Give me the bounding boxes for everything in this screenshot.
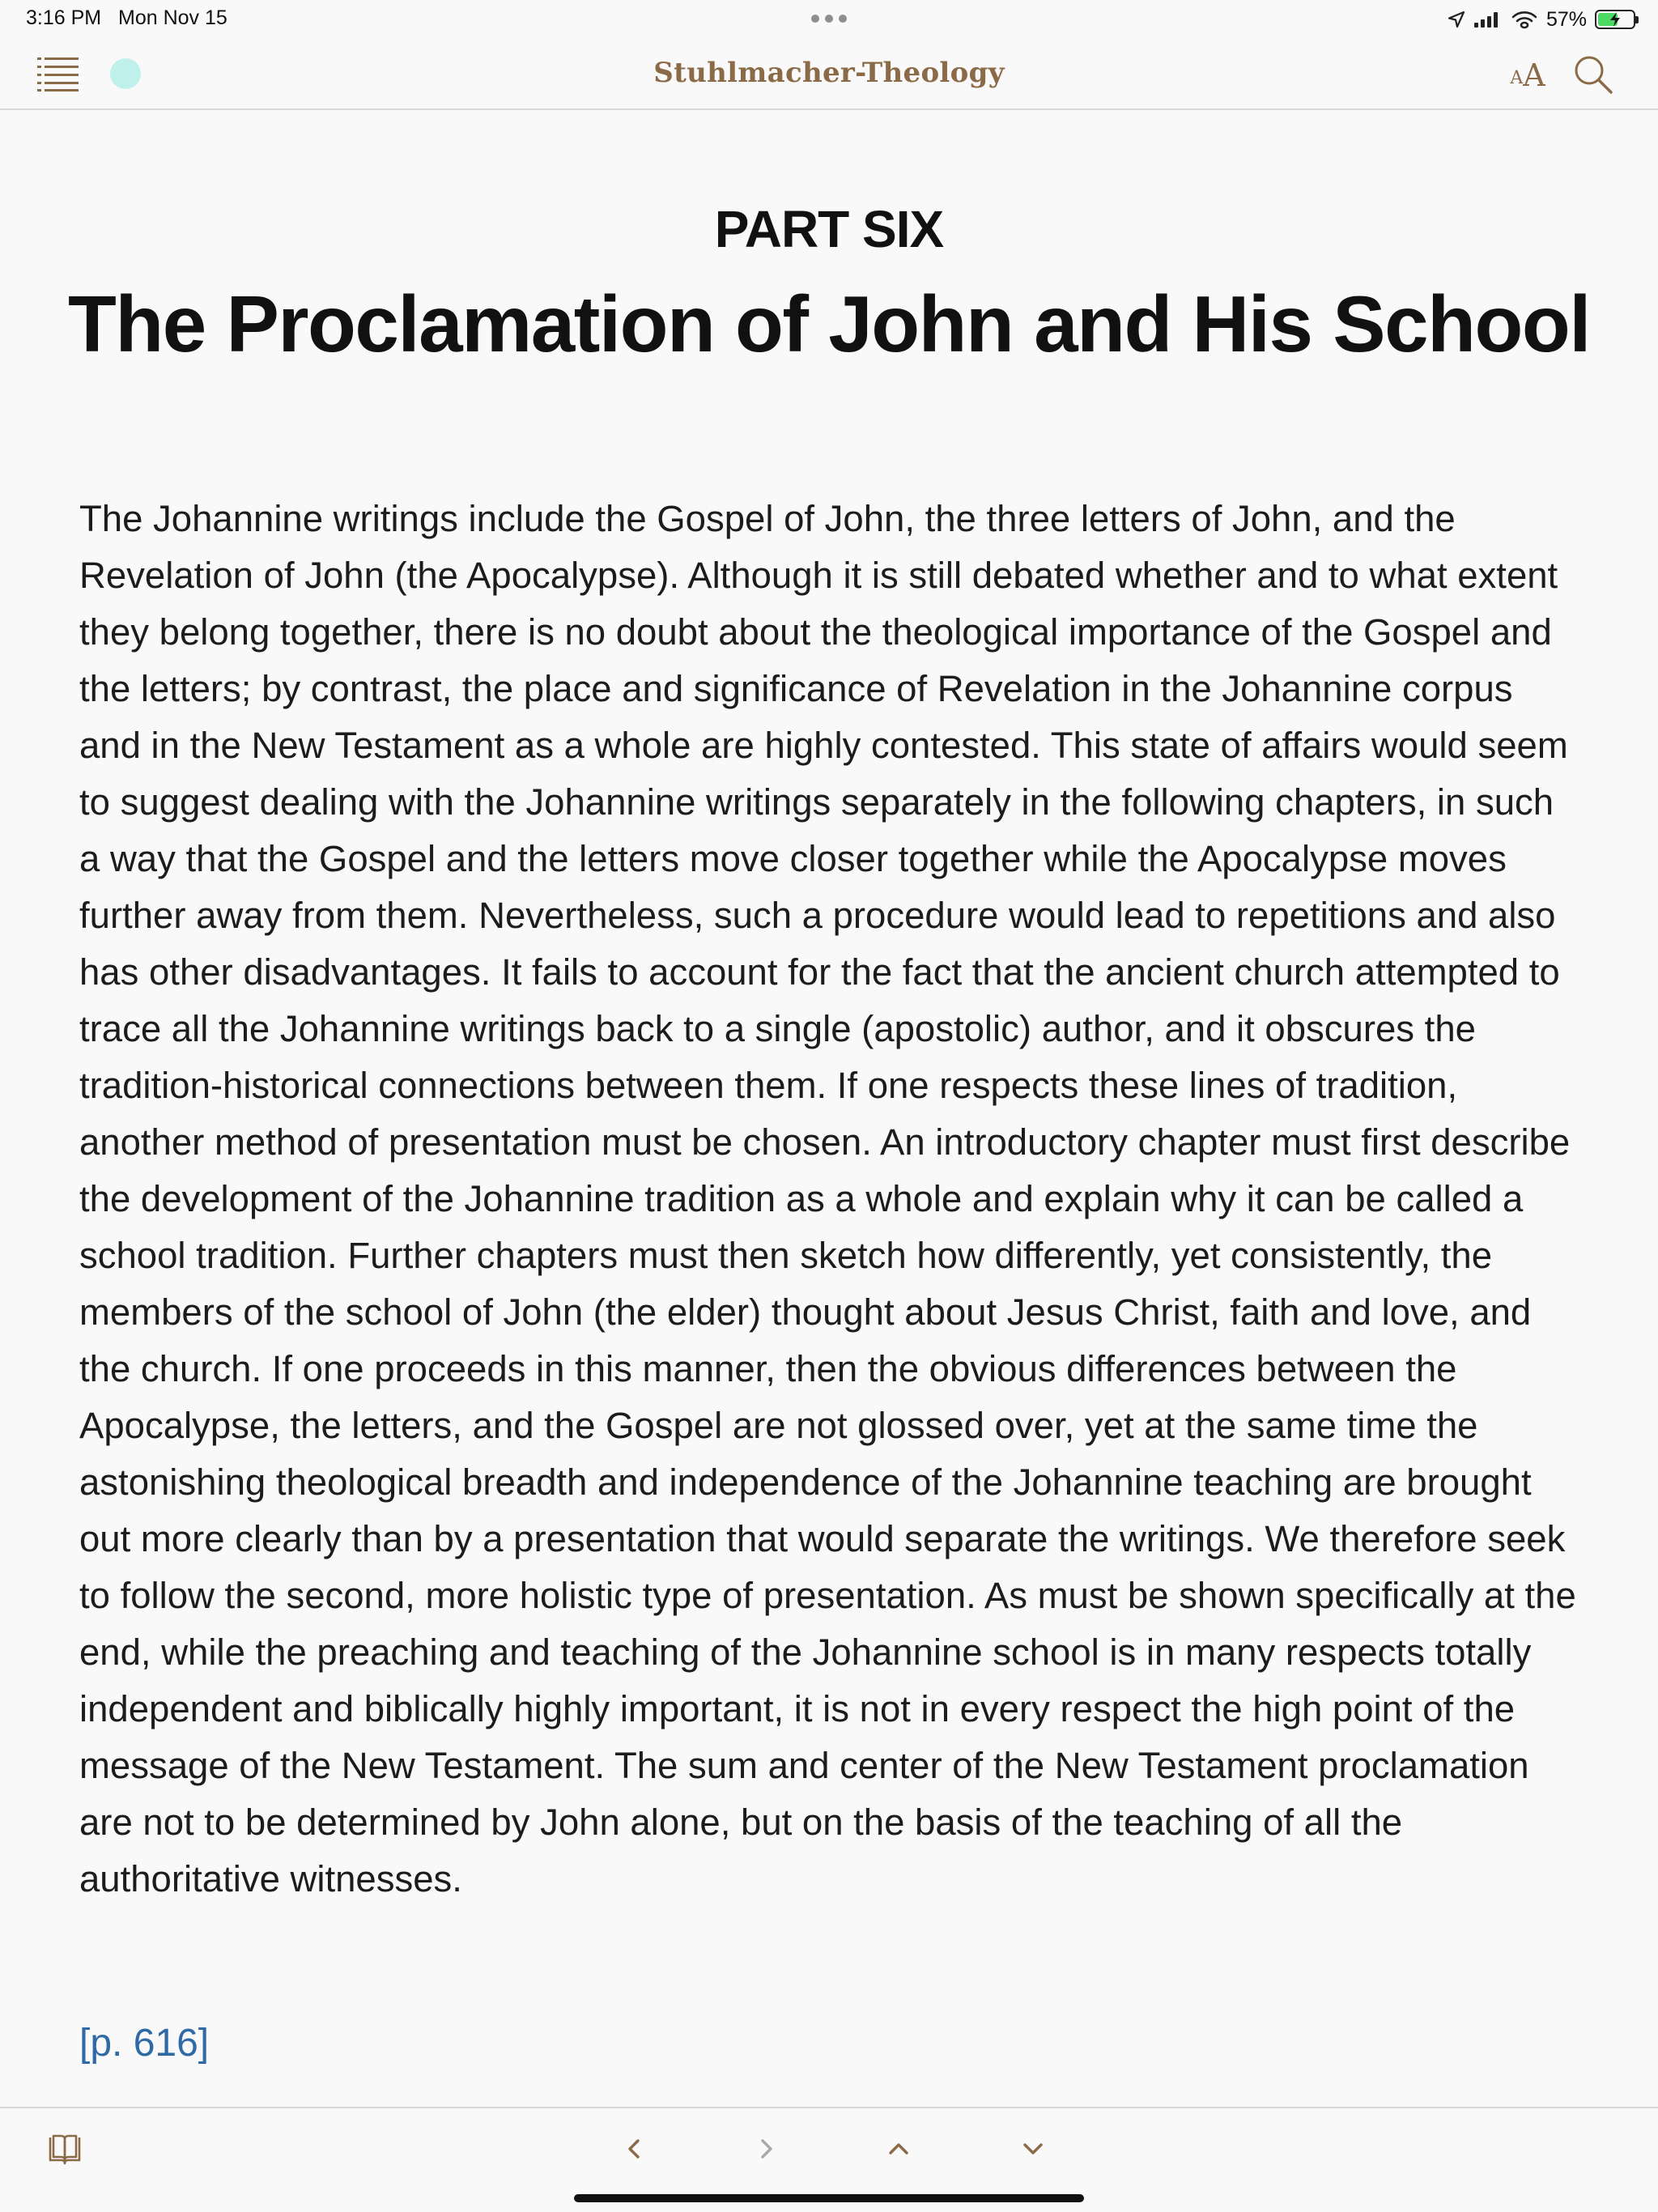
chevron-down-icon bbox=[1014, 2129, 1052, 2168]
status-date: Mon Nov 15 bbox=[118, 6, 227, 29]
chevron-right-icon bbox=[746, 2129, 785, 2168]
scroll-down-button[interactable] bbox=[1014, 2129, 1052, 2168]
status-time: 3:16 PM bbox=[26, 6, 102, 29]
wifi-icon bbox=[1511, 10, 1538, 29]
battery-charging-icon bbox=[1595, 10, 1635, 29]
scroll-up-button[interactable] bbox=[879, 2129, 918, 2168]
bottom-toolbar bbox=[0, 2107, 1658, 2212]
cellular-signal-icon bbox=[1473, 11, 1503, 28]
home-indicator[interactable] bbox=[574, 2194, 1084, 2202]
status-indicators bbox=[1448, 6, 1635, 32]
part-label: PART SIX bbox=[714, 200, 944, 258]
search-icon bbox=[1572, 53, 1614, 96]
next-page-button[interactable] bbox=[746, 2129, 785, 2168]
previous-page-button[interactable] bbox=[615, 2129, 654, 2168]
status-bar bbox=[0, 0, 1658, 39]
chevron-left-icon bbox=[615, 2129, 654, 2168]
search-button[interactable] bbox=[1572, 53, 1614, 96]
chapter-title: The Proclamation of John and His School bbox=[68, 279, 1590, 368]
body-paragraph: The Johannine writings include the Gospel of John, the three letters of John, and the Revelation of John (the Apocalypse). Although it is still debated whether and to what extent they belong together, there is no doubt about the theological importance of the Gospel and the letters; by contrast, the place and significance of Revelation in the Johannine corpus and in the New Testament as a whole are highly contested. This state of affairs would seem to suggest dealing with the Johannine writings separately in the following chapters, in such a way that the Gospel and the letters move closer together while the Apocalypse moves further away from them. Nevertheless, such a procedure would lead to repetitions and also has other disadvantages. It fails to account for the fact that the ancient church attempted to trace all the Johannine writings back to a single (apostolic) author, and it obscures the tradition-historical connections between them. If one respects these lines of tradition, another method of presentation must be chosen. An introductory chapter must first describe the development of the Johannine tradition as a whole and explain why it can be called a school tradition. Further chapters must then sketch how differently, yet consistently, the members of the school of John (the elder) thought about Jesus Christ, faith and love, and the church. If one proceeds in this manner, then the obvious differences between the Apocalypse, the letters, and the Gospel are not glossed over, yet at the same time the astonishing theological breadth and independence of the Johannine teaching are brought out more clearly than by a presentation that would separate the writings. We therefore seek to follow the second, more holistic type of presentation. As must be shown specifically at the end, while the preaching and teaching of the Johannine school is in many respects totally independent and biblically highly important, it is not in every respect the high point of the message of the New Testament. The sum and center of the New Testament proclamation are not to be determined by John alone, but on the basis of the teaching of all the authoritative witnesses. bbox=[79, 498, 1576, 1899]
font-size-button[interactable] bbox=[1507, 53, 1548, 94]
multitasking-dots-icon[interactable] bbox=[811, 13, 847, 24]
chevron-up-icon bbox=[879, 2129, 918, 2168]
location-icon bbox=[1448, 11, 1465, 28]
font-size-small-label: A bbox=[1510, 68, 1524, 88]
battery-percent: 57% bbox=[1545, 7, 1587, 31]
font-size-large-label: A bbox=[1523, 57, 1545, 93]
page-marker-link[interactable]: [p. 616] bbox=[79, 2022, 210, 2065]
library-button[interactable] bbox=[47, 2133, 83, 2165]
library-book-icon bbox=[47, 2133, 83, 2165]
book-title: Stuhlmacher-Theology bbox=[653, 57, 1005, 89]
reader-toolbar bbox=[0, 39, 1658, 110]
